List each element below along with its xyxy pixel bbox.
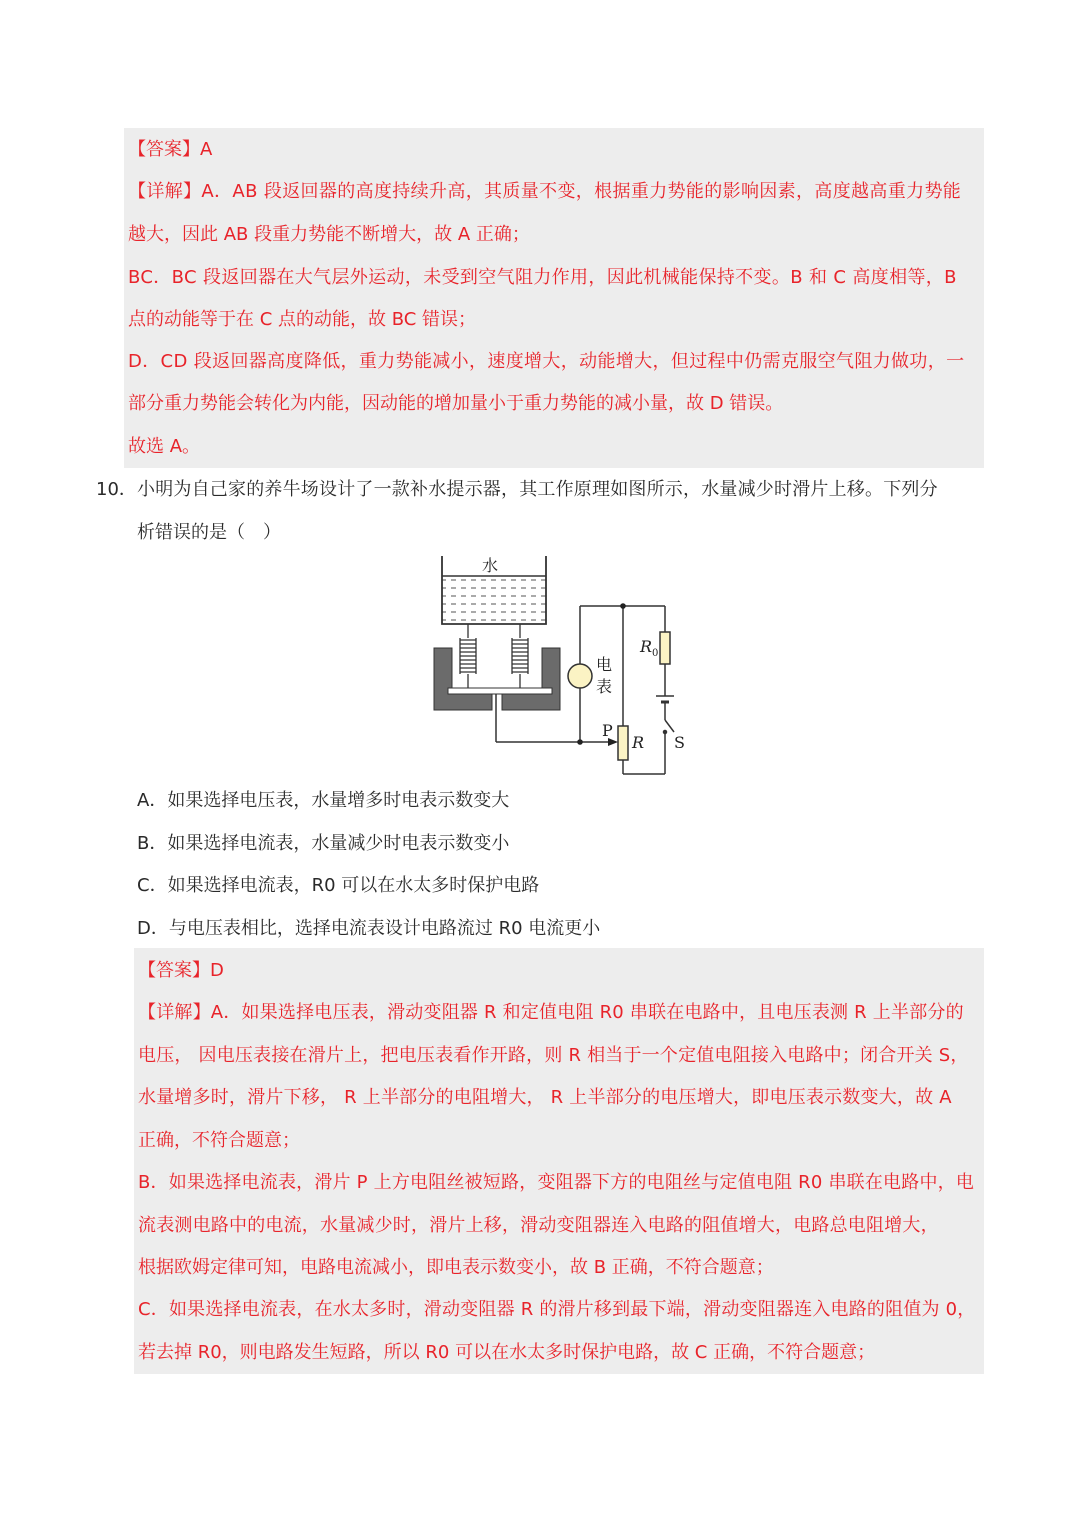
detail-line-q10-4: 正确，不符合题意； <box>138 1130 300 1151</box>
detail-line-q10-5: B．如果选择电流表，滑片 P 上方电阻丝被短路，变阻器下方的电阻丝与定值电阻 R0 串联在电路中，电 <box>138 1172 975 1193</box>
detail-line-q9-4: 点的动能等于在 C 点的动能，故 BC 错误； <box>128 309 477 330</box>
option-c: C．如果选择电流表，R0 可以在水太多时保护电路 <box>137 875 540 896</box>
rheostat-r <box>618 726 628 760</box>
circuit-diagram <box>430 552 700 780</box>
detail-line-q10-3: 水量增多时，滑片下移， R 上半部分的电阻增大， R 上半部分的电压增大，即电压表示数变大，故 A <box>138 1087 952 1108</box>
spring-right <box>512 624 528 692</box>
slider-p-label: P <box>602 721 613 740</box>
junction-dot <box>620 603 626 609</box>
meter-label-1: 电 <box>596 655 613 674</box>
detail-line-q10-2: 电压， 因电压表接在滑片上，把电压表看作开路，则 R 相当于一个定值电阻接入电路中；闭合开关 S， <box>138 1045 969 1066</box>
base-right <box>502 648 560 710</box>
r0-label: $R_0$ <box>640 637 659 659</box>
detail-line-q9-1: 【详解】A．AB 段返回器的高度持续升高，其质量不变，根据重力势能的影响因素，高度越高重力势能 <box>128 181 962 202</box>
spring-left <box>460 624 476 692</box>
question-number: 10． <box>96 479 137 500</box>
rheostat-r-label: R <box>632 733 645 752</box>
question-stem-line-2: 析错误的是（ ） <box>137 522 281 543</box>
battery-icon <box>656 696 674 702</box>
detail-line-q9-5: D．CD 段返回器高度降低，重力势能减小，速度增大，动能增大，但过程中仍需克服空气阻力做功，一 <box>128 351 965 372</box>
resistor-r0 <box>660 632 670 664</box>
meter-icon <box>568 664 592 688</box>
answer-line-q9: 【答案】A <box>128 139 213 160</box>
junction-dot <box>577 739 583 745</box>
switch-icon <box>664 720 675 734</box>
detail-line-q10-9: 若去掉 R0，则电路发生短路，所以 R0 可以在水太多时保护电路，故 C 正确，不符合题意； <box>138 1342 876 1363</box>
detail-line-q10-8: C．如果选择电流表，在水太多时，滑动变阻器 R 的滑片移到最下端，滑动变阻器连入电路的阻值为 0， <box>138 1299 976 1320</box>
option-a: A．如果选择电压表，水量增多时电表示数变大 <box>137 790 510 811</box>
answer-line-q10: 【答案】D <box>138 960 224 981</box>
question-stem-line-1: 小明为自己家的养牛场设计了一款补水提示器，其工作原理如图所示，水量减少时滑片上移。下列分 <box>137 479 938 500</box>
water-label: 水 <box>482 556 499 575</box>
meter-label-2: 表 <box>596 677 613 696</box>
option-d: D．与电压表相比，选择电流表设计电路流过 R0 电流更小 <box>137 918 601 939</box>
detail-line-q9-3: BC．BC 段返回器在大气层外运动，未受到空气阻力作用，因此机械能保持不变。B 和 C 高度相等，B <box>128 267 957 288</box>
switch-label: S <box>674 733 685 752</box>
detail-line-q9-6: 部分重力势能会转化为内能，因动能的增加量小于重力势能的减小量，故 D 错误。 <box>128 393 784 414</box>
option-b: B．如果选择电流表，水量减少时电表示数变小 <box>137 833 510 854</box>
detail-line-q10-6: 流表测电路中的电流，水量减少时，滑片上移，滑动变阻器连入电路的阻值增大，电路总电阻增大， <box>138 1215 939 1236</box>
platform <box>448 688 552 694</box>
base-left <box>434 648 492 710</box>
detail-line-q9-7: 故选 A。 <box>128 436 201 457</box>
detail-line-q10-1: 【详解】A．如果选择电压表，滑动变阻器 R 和定值电阻 R0 串联在电路中，且电压表测 R 上半部分的 <box>138 1002 964 1023</box>
answer-box-q9 <box>124 128 984 468</box>
detail-line-q9-2: 越大，因此 AB 段重力势能不断增大，故 A 正确； <box>128 224 530 245</box>
detail-line-q10-7: 根据欧姆定律可知，电路电流减小，即电表示数变小，故 B 正确，不符合题意； <box>138 1257 774 1278</box>
